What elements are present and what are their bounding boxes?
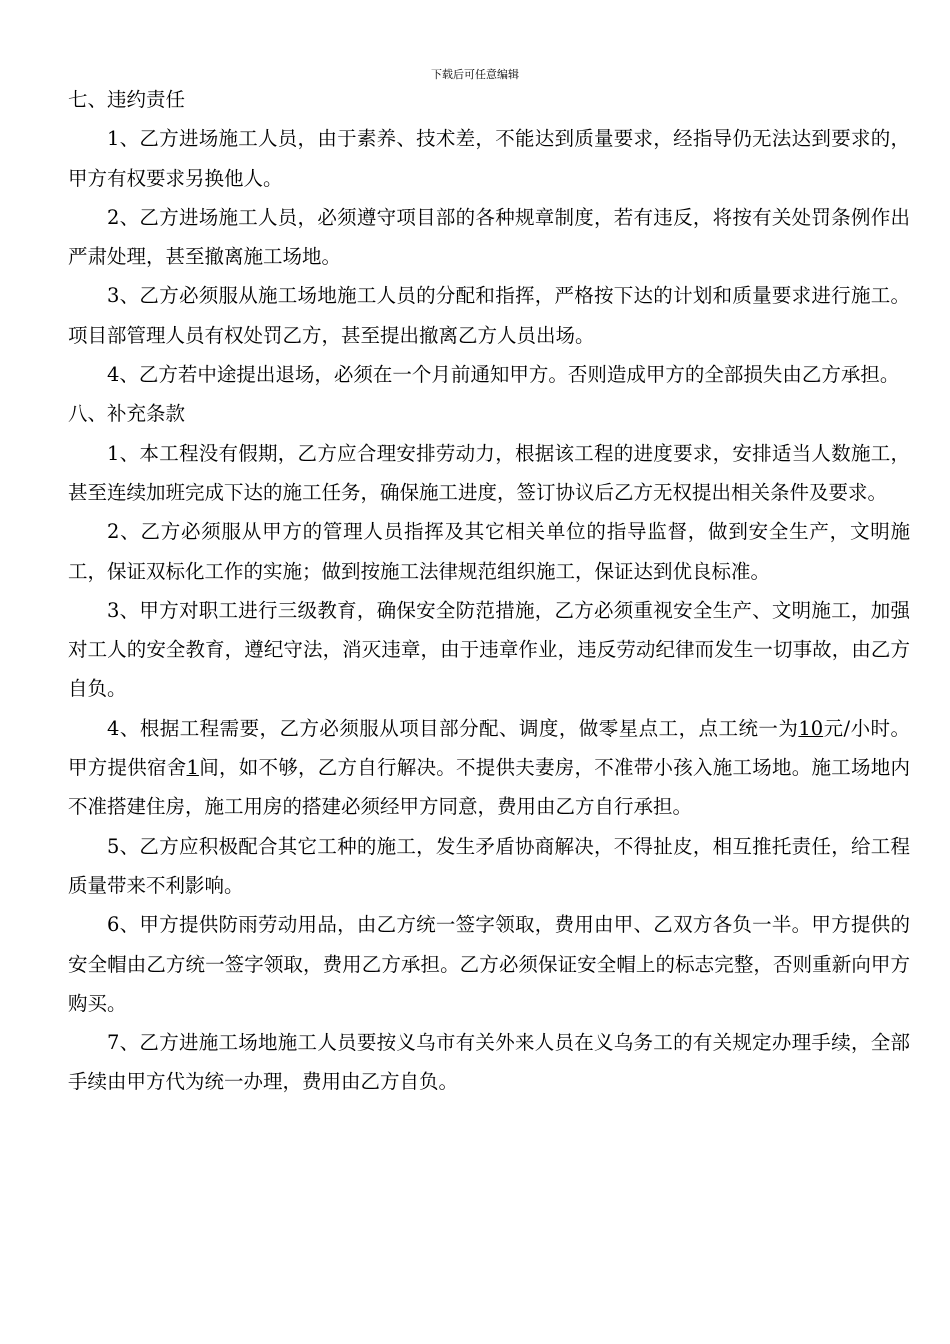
clause4-text-part2: 元/小时。甲方提供宿舍	[68, 716, 910, 780]
clause-breach-4: 4、乙方若中途提出退场，必须在一个月前通知甲方。否则造成甲方的全部损失由乙方承担。	[107, 363, 900, 387]
clause-breach-2: 2、乙方进场施工人员，必须遵守项目部的各种规章制度，若有违反，将按有关处罚条例作出严肃处理，甚至撤离施工场地。	[68, 205, 910, 269]
clause-supplementary-5: 5、乙方应积极配合其它工种的施工，发生矛盾协商解决，不得扯皮，相互推托责任，给工程质量带来不利影响。	[68, 834, 910, 897]
clause-supplementary-2: 2、乙方必须服从甲方的管理人员指挥及其它相关单位的指导监督，做到安全生产，文明施工，保证双标化工作的实施；做到按施工法律规范组织施工，保证达到优良标准。	[68, 520, 910, 583]
dorm-room-count: 1	[186, 756, 199, 780]
clause-supplementary-4	[68, 709, 910, 827]
header-note: 下载后可任意编辑	[431, 68, 519, 81]
section-heading-supplementary: 八、补充条款	[68, 402, 186, 426]
clause-supplementary-7: 7、乙方进施工场地施工人员要按义乌市有关外来人员在义乌务工的有关规定办理手续，全部手续由甲方代为统一办理，费用由乙方自负。	[68, 1031, 910, 1094]
clause-supplementary-3: 3、甲方对职工进行三级教育，确保安全防范措施，乙方必须重视安全生产、文明施工，加强对工人的安全教育，遵纪守法，消灭违章，由于违章作业，违反劳动纪律而发生一切事故，由乙方自负。	[68, 598, 910, 701]
document-body	[68, 80, 910, 1102]
section-heading-breach: 七、违约责任	[68, 88, 186, 111]
clause4-text-part3: 间，如不够，乙方自行解决。不提供夫妻房，不准带小孩入施工场地。施工场地内不准搭建住房，施工用房的搭建必须经甲方同意，费用由乙方自行承担。	[68, 756, 910, 819]
hourly-rate-value: 10	[798, 716, 824, 740]
clause-breach-3: 3、乙方必须服从施工场地施工人员的分配和指挥，严格按下达的计划和质量要求进行施工。项目部管理人员有权处罚乙方，甚至提出撤离乙方人员出场。	[68, 284, 910, 347]
clause-supplementary-1: 1、本工程没有假期，乙方应合理安排劳动力，根据该工程的进度要求，安排适当人数施工，甚至连续加班完成下达的施工任务，确保施工进度，签订协议后乙方无权提出相关条件及要求。	[68, 441, 910, 504]
clause-breach-1: 1、乙方进场施工人员，由于素养、技术差，不能达到质量要求，经指导仍无法达到要求的，甲方有权要求另换他人。	[68, 127, 910, 190]
clause-supplementary-6: 6、甲方提供防雨劳动用品，由乙方统一签字领取，费用由甲、乙双方各负一半。甲方提供的安全帽由乙方统一签字领取，费用乙方承担。乙方必须保证安全帽上的标志完整，否则重新向甲方购买。	[68, 913, 910, 1015]
clause4-text-part1: 4、根据工程需要，乙方必须服从项目部分配、调度，做零星点工，点工统一为	[107, 716, 799, 740]
